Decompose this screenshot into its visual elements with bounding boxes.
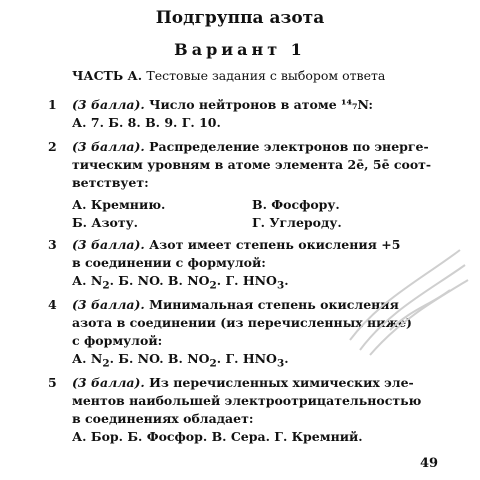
question-number: 1 <box>48 97 57 112</box>
page-number: 49 <box>420 456 439 471</box>
question-text: азота в соединении (из перечисленных ниже) <box>72 315 412 330</box>
answer-option: В. Фосфору. <box>252 197 340 212</box>
part-heading <box>72 68 385 83</box>
answer-option: Г. Углероду. <box>252 215 342 230</box>
part-description: Тестовые задания с выбором ответа <box>146 68 386 83</box>
answer-options: А. 7. Б. 8. В. 9. Г. 10. <box>72 115 221 130</box>
question-number: 5 <box>48 375 57 390</box>
answer-options: А. $N_2$. Б. NO. В. $NO_2$. Г. $HNO_3$. <box>72 273 289 292</box>
question-number: 4 <box>48 297 57 312</box>
question-text: в соединениях обладает: <box>72 411 254 426</box>
question-points: (3 балла). <box>72 237 145 252</box>
question-points: (3 балла). <box>72 297 145 312</box>
question-text: Число нейтронов в атоме ¹⁴₇N: <box>149 97 374 112</box>
question-text: в соединении с формулой: <box>72 255 266 270</box>
answer-options: А. Бор. Б. Фосфор. В. Сера. Г. Кремний. <box>72 429 363 444</box>
question-points: (3 балла). <box>72 375 145 390</box>
question-text: Из перечисленных химических эле- <box>149 375 414 390</box>
question-points: (3 балла). <box>72 139 145 154</box>
question-text: ветствует: <box>72 175 149 190</box>
question-number: 3 <box>48 237 57 252</box>
section-title: Подгруппа азота <box>155 8 325 28</box>
question-text: с формулой: <box>72 333 163 348</box>
question-points: (3 балла). <box>72 97 145 112</box>
answer-option: Б. Азоту. <box>72 215 138 230</box>
variant-heading: Вариант 1 <box>174 40 306 59</box>
question-text: Распределение электронов по энерге- <box>149 139 429 154</box>
question-text: тическим уровням в атоме элемента 2ē, 5ē соот- <box>72 157 432 172</box>
question-text: Минимальная степень окисления <box>149 297 399 312</box>
answer-option: А. Кремнию. <box>72 197 166 212</box>
question-text: Азот имеет степень окисления +5 <box>149 237 401 252</box>
watermark-scribble <box>330 240 470 360</box>
part-label: ЧАСТЬ А. <box>72 68 143 83</box>
question-number: 2 <box>48 139 57 154</box>
answer-options: А. $N_2$. Б. NO. В. $NO_2$. Г. $HNO_3$. <box>72 351 289 370</box>
question-text: ментов наибольшей электроотрицательностью <box>72 393 422 408</box>
